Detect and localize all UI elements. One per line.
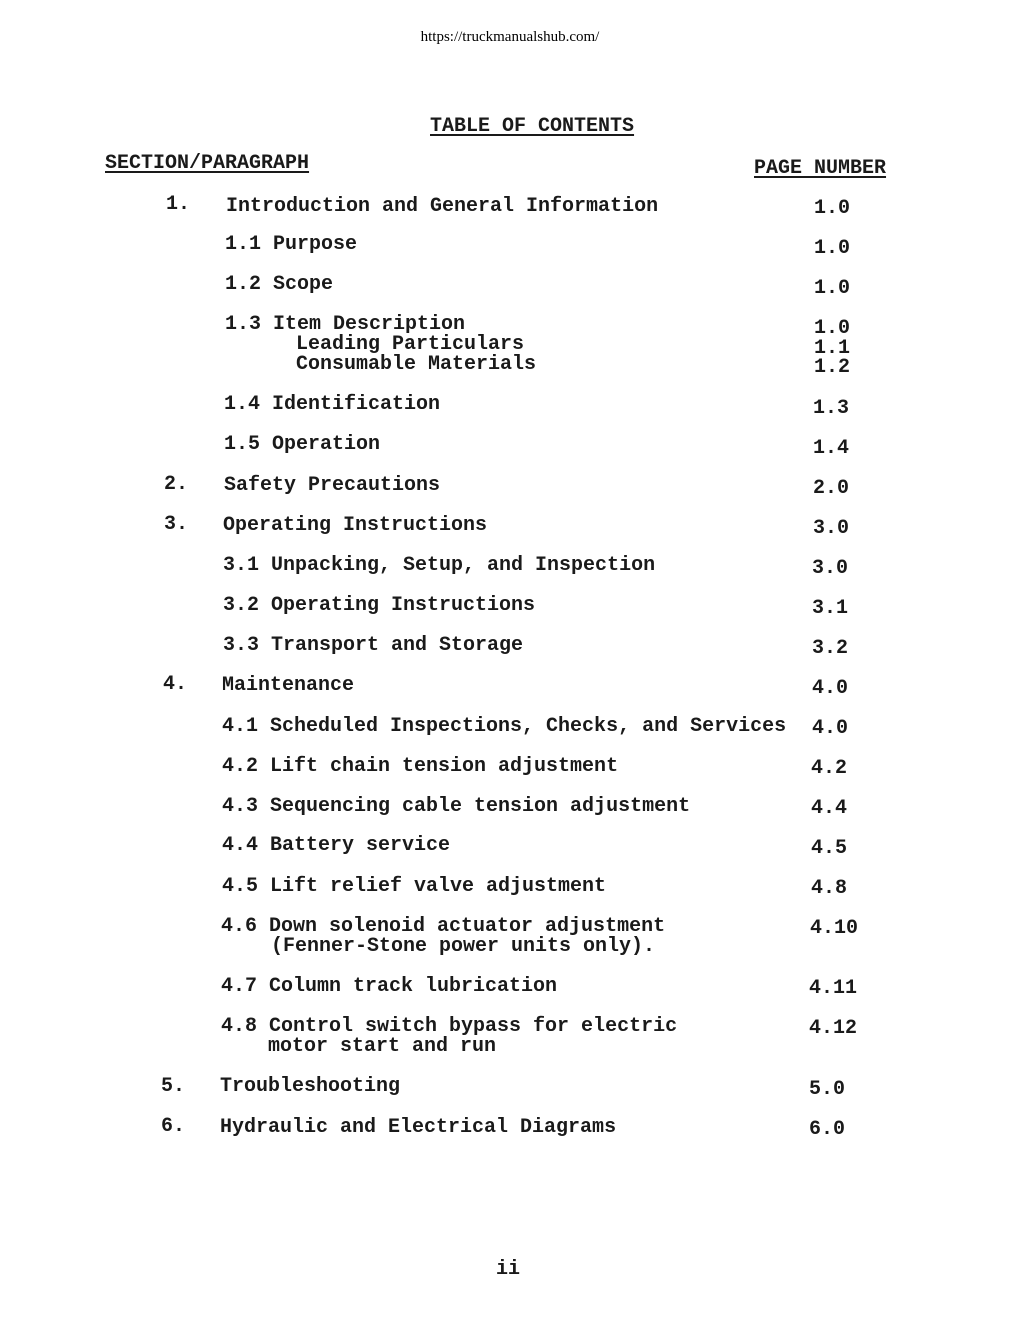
section-number: 5. xyxy=(161,1075,186,1098)
paragraph-label: 3.2 Operating Instructions xyxy=(223,594,536,617)
page-title: TABLE OF CONTENTS xyxy=(430,115,635,138)
paragraph-page-number: 4.11 xyxy=(809,977,858,1000)
section-page-number: 3.0 xyxy=(813,517,850,540)
column-header-section: SECTION/PARAGRAPH xyxy=(105,152,310,175)
paragraph-page-number: 1.3 xyxy=(813,397,850,420)
section-title: Troubleshooting xyxy=(220,1075,401,1098)
section-page-number: 4.0 xyxy=(812,677,849,700)
paragraph-label: 4.2 Lift chain tension adjustment xyxy=(222,755,619,778)
section-title: Introduction and General Information xyxy=(226,195,659,218)
subitem-page-number: 1.1 xyxy=(814,337,851,360)
paragraph-page-number: 1.0 xyxy=(814,237,851,260)
paragraph-continuation: motor start and run xyxy=(268,1035,497,1058)
paragraph-label: 3.1 Unpacking, Setup, and Inspection xyxy=(223,554,656,577)
paragraph-page-number: 4.2 xyxy=(811,757,848,780)
paragraph-page-number: 4.10 xyxy=(810,917,859,940)
section-page-number: 2.0 xyxy=(813,477,850,500)
section-title: Maintenance xyxy=(222,674,355,697)
section-number: 1. xyxy=(166,193,191,216)
paragraph-label: 3.3 Transport and Storage xyxy=(223,634,524,657)
section-title: Safety Precautions xyxy=(224,474,441,497)
paragraph-label: 1.4 Identification xyxy=(224,393,441,416)
section-number: 3. xyxy=(164,513,189,536)
section-number: 4. xyxy=(163,673,188,696)
paragraph-page-number: 1.4 xyxy=(813,437,850,460)
paragraph-page-number: 3.1 xyxy=(812,597,849,620)
section-page-number: 5.0 xyxy=(809,1078,846,1101)
paragraph-label: 4.8 Control switch bypass for electric xyxy=(221,1015,678,1038)
subitem-label: Consumable Materials xyxy=(296,353,537,376)
paragraph-page-number: 4.8 xyxy=(811,877,848,900)
section-title: Operating Instructions xyxy=(223,514,488,537)
paragraph-label: 4.7 Column track lubrication xyxy=(221,975,558,998)
section-number: 6. xyxy=(161,1115,186,1138)
section-number: 2. xyxy=(164,473,189,496)
paragraph-page-number: 4.0 xyxy=(812,717,849,740)
section-title: Hydraulic and Electrical Diagrams xyxy=(220,1116,617,1139)
paragraph-page-number: 3.0 xyxy=(812,557,849,580)
paragraph-label: 4.5 Lift relief valve adjustment xyxy=(222,875,607,898)
paragraph-page-number: 1.0 xyxy=(814,317,851,340)
header-url: https://truckmanualshub.com/ xyxy=(420,29,600,45)
paragraph-page-number: 4.12 xyxy=(809,1017,858,1040)
paragraph-label: 4.1 Scheduled Inspections, Checks, and Services xyxy=(222,715,787,738)
paragraph-label: 1.2 Scope xyxy=(225,273,334,296)
paragraph-page-number: 3.2 xyxy=(812,637,849,660)
subitem-page-number: 1.2 xyxy=(814,356,851,379)
paragraph-page-number: 4.5 xyxy=(811,837,848,860)
paragraph-continuation: (Fenner-Stone power units only). xyxy=(271,935,656,958)
subitem-label: Leading Particulars xyxy=(296,333,525,356)
paragraph-label: 1.1 Purpose xyxy=(225,233,358,256)
paragraph-page-number: 1.0 xyxy=(814,277,851,300)
paragraph-label: 1.3 Item Description xyxy=(225,313,466,336)
column-header-page: PAGE NUMBER xyxy=(754,157,887,180)
paragraph-label: 4.6 Down solenoid actuator adjustment xyxy=(221,915,666,938)
section-page-number: 6.0 xyxy=(809,1118,846,1141)
page-footer-number: ii xyxy=(496,1258,521,1281)
section-page-number: 1.0 xyxy=(814,197,851,220)
paragraph-label: 1.5 Operation xyxy=(224,433,381,456)
paragraph-label: 4.3 Sequencing cable tension adjustment xyxy=(222,795,691,818)
paragraph-label: 4.4 Battery service xyxy=(222,834,451,857)
paragraph-page-number: 4.4 xyxy=(811,797,848,820)
